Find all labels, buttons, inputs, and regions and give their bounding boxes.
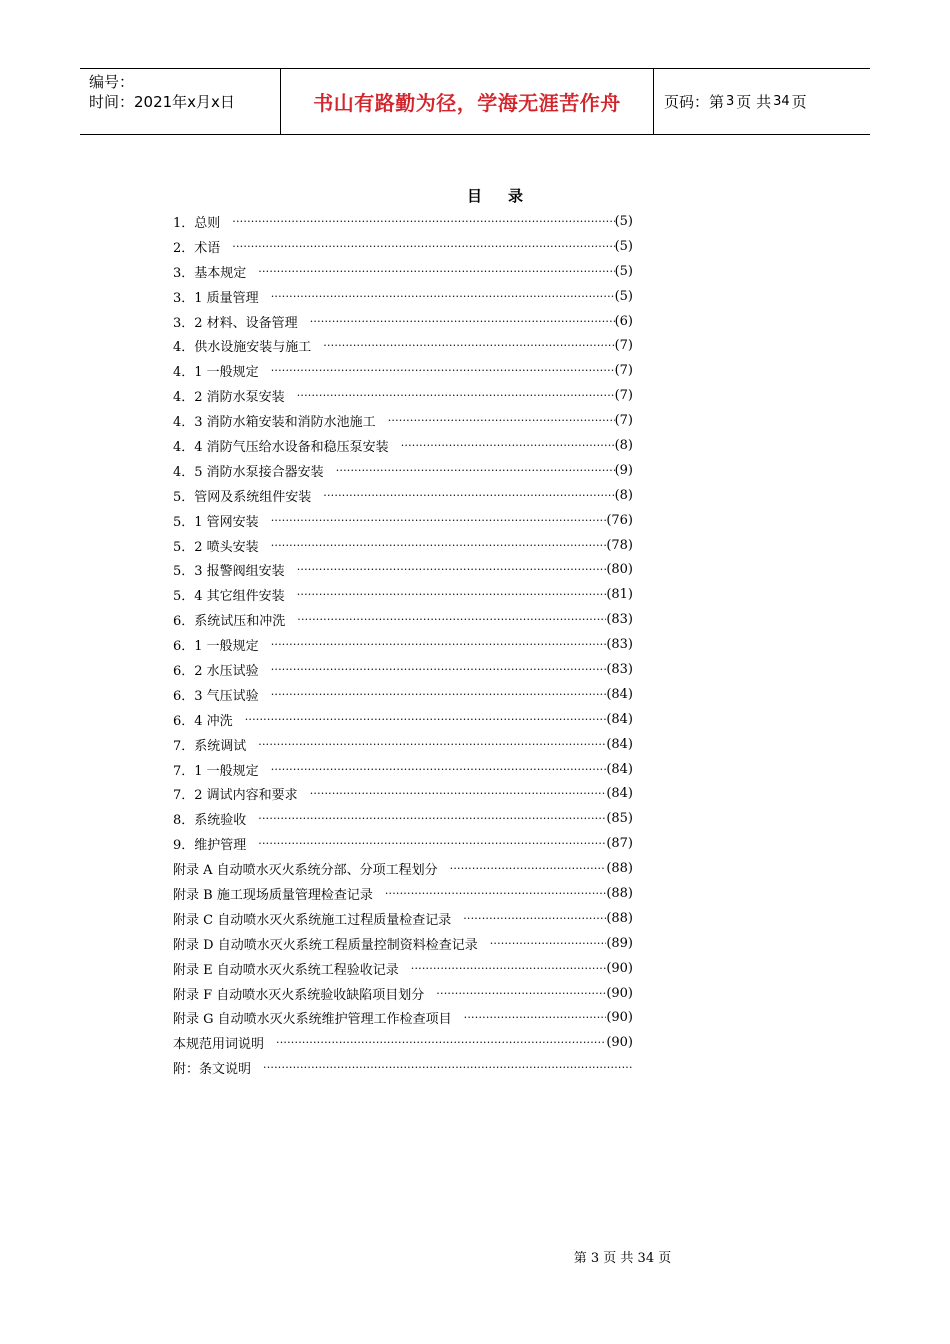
toc-entry-page: (84) — [606, 736, 633, 752]
document-number-label: 编号： — [89, 73, 135, 91]
page-mid: 页 共 — [736, 93, 772, 111]
toc-entry-label: 3．1 质量管理 — [173, 290, 259, 306]
toc-title — [0, 185, 950, 206]
toc-entry — [173, 906, 633, 931]
toc-entry-page: (83) — [606, 612, 633, 628]
toc-entry — [173, 209, 633, 234]
toc-leader-dots — [450, 862, 607, 875]
toc-entry-page: (83) — [606, 661, 633, 677]
toc-leader-dots — [323, 489, 614, 502]
toc-leader-dots — [271, 688, 607, 701]
toc-entry — [173, 707, 633, 732]
toc-leader-dots — [232, 215, 614, 228]
toc-entry-label: 5．3 报警阀组安装 — [173, 564, 285, 580]
toc-entry-label: 1．总则 — [173, 215, 221, 231]
toc-entry-label: 3．基本规定 — [173, 265, 247, 281]
toc-entry-page: (88) — [606, 885, 633, 901]
toc-entry-label: 6．4 冲洗 — [173, 713, 233, 729]
toc-entry-label: 6．系统试压和冲洗 — [173, 614, 286, 630]
toc-title-char-1: 目 — [466, 187, 482, 205]
toc-entry — [173, 309, 633, 334]
toc-entry — [173, 931, 633, 956]
toc-title-char-2: 录 — [508, 187, 524, 205]
toc-entry-page: (5) — [614, 238, 633, 254]
toc-entry-page: (87) — [606, 836, 633, 852]
toc-leader-dots — [463, 912, 606, 925]
toc-entry-label: 7．系统调试 — [173, 738, 247, 754]
toc-entry-label: 4．供水设施安装与施工 — [173, 340, 312, 356]
toc-entry-label: 4．5 消防水泵接合器安装 — [173, 464, 324, 480]
toc-entry — [173, 582, 633, 607]
toc-leader-dots — [385, 887, 606, 900]
toc-entry-label: 7．1 一般规定 — [173, 763, 259, 779]
toc-leader-dots — [401, 439, 615, 452]
toc-entry — [173, 1030, 633, 1055]
toc-entry — [173, 607, 633, 632]
toc-leader-dots — [297, 588, 607, 601]
toc-leader-dots — [436, 987, 606, 1000]
toc-entry — [173, 483, 633, 508]
page-current: 3 — [726, 94, 735, 109]
toc-leader-dots — [323, 339, 614, 352]
toc-entry-page: (7) — [614, 338, 633, 354]
toc-entry-page: (8) — [614, 487, 633, 503]
toc-entry-page: (84) — [606, 761, 633, 777]
toc-leader-dots — [297, 563, 607, 576]
toc-entry — [173, 259, 633, 284]
page-footer: 第 3 页 共 34 页 — [573, 1251, 672, 1266]
toc-entry — [173, 508, 633, 533]
toc-entry-page: (90) — [606, 985, 633, 1001]
toc-entry — [173, 831, 633, 856]
toc-entry — [173, 781, 633, 806]
toc-entry — [173, 881, 633, 906]
toc-entry — [173, 732, 633, 757]
toc-entry — [173, 856, 633, 881]
header-motto: 书山有路勤为径，学海无涯苦作舟 — [313, 91, 621, 115]
table-of-contents — [173, 209, 633, 1080]
toc-entry-label: 附录 F 自动喷水灭火系统验收缺陷项目划分 — [173, 987, 425, 1003]
page-header — [80, 68, 870, 135]
header-meta — [80, 69, 281, 134]
toc-leader-dots — [271, 539, 607, 552]
toc-entry-label: 3．2 材料、设备管理 — [173, 315, 298, 331]
toc-entry-page: (5) — [614, 263, 633, 279]
toc-entry-page: (89) — [606, 935, 633, 951]
toc-leader-dots — [310, 315, 615, 328]
toc-leader-dots — [297, 613, 606, 626]
toc-leader-dots — [258, 738, 606, 751]
toc-entry-label: 4．3 消防水箱安装和消防水池施工 — [173, 415, 376, 431]
toc-entry — [173, 557, 633, 582]
toc-leader-dots — [464, 1011, 607, 1024]
toc-entry-label: 5．4 其它组件安装 — [173, 589, 285, 605]
toc-entry-label: 5．管网及系统组件安装 — [173, 489, 312, 505]
toc-entry — [173, 433, 633, 458]
toc-leader-dots — [271, 514, 607, 527]
toc-entry-page: (85) — [606, 811, 633, 827]
toc-entry — [173, 234, 633, 259]
toc-entry-page: (9) — [614, 462, 633, 478]
toc-entry-label: 附录 C 自动喷水灭火系统施工过程质量检查记录 — [173, 912, 452, 928]
toc-entry — [173, 956, 633, 981]
toc-leader-dots — [310, 787, 607, 800]
toc-leader-dots — [388, 414, 615, 427]
toc-entry — [173, 757, 633, 782]
toc-entry-page: (6) — [614, 313, 633, 329]
toc-leader-dots — [263, 1061, 633, 1074]
toc-leader-dots — [258, 812, 606, 825]
toc-entry-label: 附录 D 自动喷水灭火系统工程质量控制资料检查记录 — [173, 937, 478, 953]
toc-entry-label: 9．维护管理 — [173, 838, 247, 854]
toc-entry-page: (84) — [606, 711, 633, 727]
toc-entry — [173, 981, 633, 1006]
toc-entry-label: 6．1 一般规定 — [173, 639, 259, 655]
toc-entry — [173, 682, 633, 707]
toc-entry-page: (5) — [614, 213, 633, 229]
document-date-label: 时间：2021年x月x日 — [89, 93, 235, 111]
toc-entry — [173, 1006, 633, 1031]
toc-entry-label: 7．2 调试内容和要求 — [173, 788, 298, 804]
toc-entry-page: (84) — [606, 686, 633, 702]
toc-entry-label: 8．系统验收 — [173, 813, 247, 829]
toc-entry-page: (7) — [614, 388, 633, 404]
toc-entry-page: (81) — [606, 587, 633, 603]
toc-entry-label: 4．2 消防水泵安装 — [173, 390, 285, 406]
toc-entry-page: (90) — [606, 1010, 633, 1026]
toc-entry-label: 本规范用词说明 — [173, 1037, 265, 1053]
toc-entry — [173, 284, 633, 309]
toc-entry — [173, 806, 633, 831]
toc-entry-page: (8) — [614, 437, 633, 453]
toc-entry-label: 附录 B 施工现场质量管理检查记录 — [173, 887, 373, 903]
toc-entry — [173, 657, 633, 682]
toc-entry-page: (78) — [606, 537, 633, 553]
toc-entry-label: 附录 A 自动喷水灭火系统分部、分项工程划分 — [173, 863, 438, 879]
toc-entry-label: 附：条文说明 — [173, 1062, 252, 1078]
toc-entry — [173, 408, 633, 433]
toc-entry-label: 4．1 一般规定 — [173, 365, 259, 381]
toc-leader-dots — [271, 290, 615, 303]
toc-entry-label: 5．1 管网安装 — [173, 514, 259, 530]
header-motto-cell — [281, 69, 654, 134]
toc-entry-label: 附录 E 自动喷水灭火系统工程验收记录 — [173, 962, 399, 978]
toc-entry-page: (80) — [606, 562, 633, 578]
toc-leader-dots — [271, 638, 607, 651]
toc-entry — [173, 333, 633, 358]
toc-entry-page: (7) — [614, 363, 633, 379]
toc-leader-dots — [490, 937, 607, 950]
toc-entry-label: 2．术语 — [173, 240, 221, 256]
toc-leader-dots — [245, 713, 607, 726]
toc-entry-page: (90) — [606, 960, 633, 976]
toc-entry-label: 5．2 喷头安装 — [173, 539, 259, 555]
toc-leader-dots — [258, 265, 614, 278]
toc-entry-page: (5) — [614, 288, 633, 304]
toc-leader-dots — [258, 837, 606, 850]
toc-entry-label: 4．4 消防气压给水设备和稳压泵安装 — [173, 439, 389, 455]
toc-leader-dots — [336, 464, 615, 477]
toc-entry-page: (88) — [606, 861, 633, 877]
toc-entry — [173, 358, 633, 383]
toc-leader-dots — [276, 1036, 606, 1049]
toc-entry — [173, 1055, 633, 1080]
toc-entry — [173, 533, 633, 558]
toc-entry-page: (7) — [614, 413, 633, 429]
toc-entry-page: (88) — [606, 910, 633, 926]
toc-entry-label: 附录 G 自动喷水灭火系统维护管理工作检查项目 — [173, 1012, 452, 1028]
toc-entry-label: 6．2 水压试验 — [173, 663, 259, 679]
header-page-info — [654, 69, 870, 134]
toc-leader-dots — [411, 962, 607, 975]
toc-entry-page: (84) — [606, 786, 633, 802]
toc-entry — [173, 458, 633, 483]
page-suffix: 页 — [791, 93, 807, 111]
toc-entry — [173, 383, 633, 408]
toc-leader-dots — [232, 240, 614, 253]
toc-entry-page: (90) — [606, 1035, 633, 1051]
toc-leader-dots — [297, 389, 615, 402]
toc-leader-dots — [271, 663, 607, 676]
toc-entry-label: 6．3 气压试验 — [173, 688, 259, 704]
page-prefix: 页码：第 — [664, 93, 725, 111]
page-total: 34 — [773, 94, 790, 109]
toc-entry — [173, 632, 633, 657]
toc-leader-dots — [271, 364, 615, 377]
toc-entry-page: (83) — [606, 637, 633, 653]
toc-entry-page: (76) — [606, 512, 633, 528]
toc-leader-dots — [271, 763, 607, 776]
